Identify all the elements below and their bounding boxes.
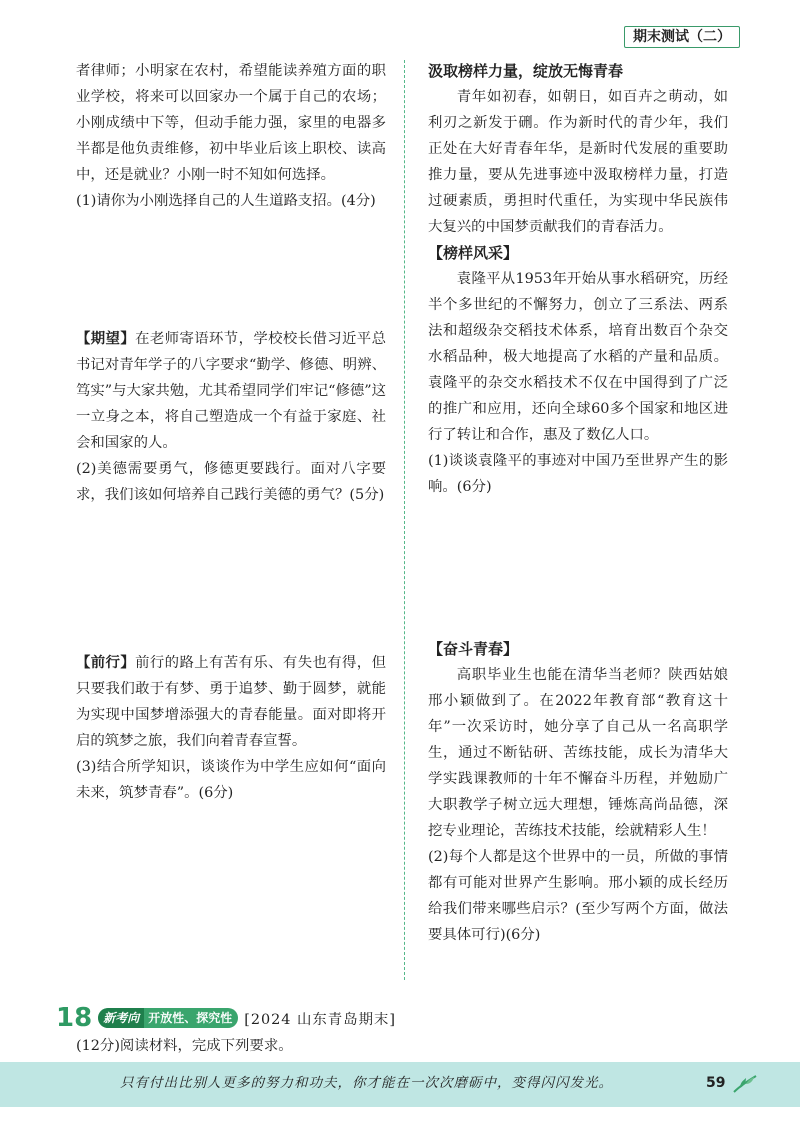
right-question-1: (1)谈谈袁隆平的事迹对中国乃至世界产生的影响。(6分) — [428, 453, 728, 495]
column-divider — [404, 60, 405, 980]
expect-label: 【期望】 — [76, 331, 136, 347]
question-source: [2024 山东青岛期末] — [244, 1011, 396, 1028]
role-model-text: 袁隆平从1953年开始从事水稻研究，历经半个多世纪的不懈努力，创立了三系法、两系法和超级杂交稻技术体系，培育出数百个杂交水稻品种，极大地提高了水稻的产量和品质。袁隆平的杂交水稻技术不仅在中国得到了广泛的推广和应用，还向全球60多个国家和地区进行了转让和合作，惠及了数亿人口。 — [428, 271, 728, 443]
section-header-tag: 期末测试（二） — [624, 26, 740, 48]
left-column — [76, 58, 386, 806]
expect-paragraph — [76, 326, 386, 456]
material-title: 汲取榜样力量，绽放无悔青春 — [428, 62, 624, 80]
question-2: (2)美德需要勇气，修德更要践行。面对八字要求，我们该如何培养自己践行美德的勇气？(5分) — [76, 461, 386, 503]
forward-paragraph — [76, 650, 386, 754]
question-3: (3)结合所学知识，谈谈作为中学生应如何“面向未来，筑梦青春”。(6分) — [76, 759, 386, 801]
intro-paragraph: 青年如初春，如朝日，如百卉之萌动，如利刃之新发于硎。作为新时代的青少年，我们正处在大好青春年华，是新时代发展的重要助推力量，要从先进事迹中汲取榜样力量，打造过硬素质，勇担时代重任，为实现中华民族伟大复兴的中国梦贡献我们的青春活力。 — [428, 89, 728, 235]
question-1: (1)请你为小刚选择自己的人生道路支招。(4分) — [76, 193, 376, 209]
answer-space-1[interactable] — [76, 214, 386, 326]
question-number: 18 — [56, 1003, 93, 1033]
answer-space-r1[interactable] — [428, 500, 728, 636]
expect-text: 在老师寄语环节，学校校长借习近平总书记对青年学子的八字要求“勤学、修德、明辨、笃实”与大家共勉，尤其希望同学们牢记“修德”这一立身之本，将自己塑造成一个有益于家庭、社会和国家的人。 — [76, 331, 386, 451]
question-18-instruction: (12分)阅读材料，完成下列要求。 — [76, 1038, 293, 1054]
page-number: 59 — [706, 1075, 726, 1091]
strive-label: 【奋斗青春】 — [428, 640, 519, 658]
new-direction-badge — [98, 1008, 238, 1028]
forward-label: 【前行】 — [76, 655, 136, 671]
right-question-2: (2)每个人都是这个世界中的一员，所做的事情都有可能对世界产生影响。邢小颖的成长经历给我们带来哪些启示？(至少写两个方面，做法要具体可行)(6分) — [428, 849, 728, 943]
role-model-label: 【榜样风采】 — [428, 244, 519, 262]
footer-quote: 只有付出比别人更多的努力和功夫，你才能在一次次磨砺中，变得闪闪发光。 — [120, 1075, 613, 1091]
right-column — [428, 58, 728, 948]
badge-brand: 新考向 — [98, 1008, 144, 1028]
continuation-text: 者律师；小明家在农村，希望能读养殖方面的职业学校，将来可以回家办一个属于自己的农场；小刚成绩中下等，但动手能力强，家里的电器多半都是他负责维修，初中毕业后该上职校、读高中，还是就业？小刚一时不知如何选择。 — [76, 63, 386, 183]
strive-text: 高职毕业生也能在清华当老师？陕西姑娘邢小颖做到了。在2022年教育部“教育这十年”一次采访时，她分享了自己从一名高职学生，通过不断钻研、苦练技能，成长为清华大学实践课教师的十年不懈奋斗历程，并勉励广大职教学子树立远大理想，锤炼高尚品德，深挖专业理论，苦练技术技能，绘就精彩人生！ — [428, 667, 728, 839]
question-18-header — [56, 1003, 396, 1033]
badge-text: 开放性、探究性 — [148, 1011, 233, 1025]
leaf-icon — [732, 1072, 758, 1094]
forward-text: 前行的路上有苦有乐、有失也有得，但只要我们敢于有梦、勇于追梦、勤于圆梦，就能为实现中国梦增添强大的青春能量。面对即将开启的筑梦之旅，我们向着青春宣誓。 — [76, 655, 386, 749]
answer-space-2[interactable] — [76, 508, 386, 650]
